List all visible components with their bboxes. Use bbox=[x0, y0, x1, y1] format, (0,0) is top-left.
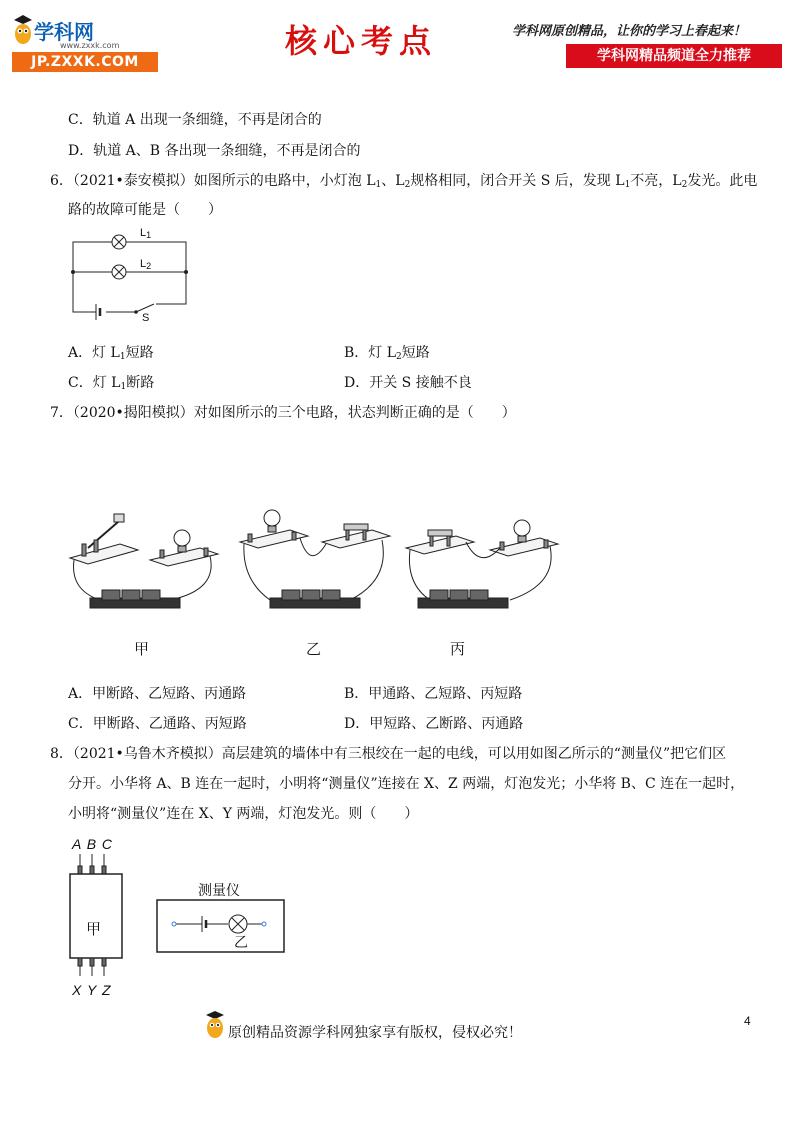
logo-name: 学科网 bbox=[34, 20, 94, 44]
q8-stem-line2: 分开。小华将 A、B 连在一起时，小明将“测量仪”连接在 X、Z 两端，灯泡发光；小华将 B、C 连在一起时， bbox=[68, 776, 745, 792]
q6-stem-line1: 6．（2021•泰安模拟）如图所示的电路中，小灯泡 $L_1$、$L_2$规格相同，闭合开关 S 后，发现 $L_1$不亮，$L_2$发光。此电 bbox=[50, 173, 758, 190]
q8-fig-meter-title: 测量仪 bbox=[198, 883, 240, 899]
q8-fig-bottom-labels: X Y Z bbox=[72, 982, 112, 998]
q5-option-d: D．轨道 A、B 各出现一条细缝，不再是闭合的 bbox=[68, 143, 361, 159]
q6-option-d: D．开关 S 接触不良 bbox=[344, 375, 472, 391]
q8-wire-box-figure bbox=[66, 836, 136, 1001]
q7-caption-bing: 丙 bbox=[450, 640, 466, 658]
q6-option-c: C．灯 $L_1$断路 bbox=[68, 375, 155, 392]
logo-url: JP.ZXXK.COM bbox=[12, 52, 158, 72]
footer-copyright: 原创精品资源学科网独家享有版权，侵权必究！ bbox=[228, 1025, 522, 1041]
q8-meter-figure bbox=[156, 880, 286, 960]
q7-option-d: D．甲短路、乙断路、丙通路 bbox=[344, 716, 524, 732]
owl-mascot-icon bbox=[204, 1010, 226, 1040]
q6-stem-line2: 路的故障可能是（ ） bbox=[68, 202, 222, 218]
page-title: 核心考点 bbox=[285, 22, 438, 60]
q8-fig-meter-label: 乙 bbox=[234, 935, 248, 951]
q8-fig-box-label: 甲 bbox=[86, 920, 102, 938]
q8-stem-line3: 小明将“测量仪”连在 X、Y 两端，灯泡发光。则（ ） bbox=[68, 806, 419, 822]
header-banner: 学科网精品频道全力推荐 bbox=[566, 44, 782, 68]
q8-stem-line1: 8．（2021•乌鲁木齐模拟）高层建筑的墙体中有三根绞在一起的电线，可以用如图乙所示的“测量仪”把它们区 bbox=[50, 746, 727, 762]
q6-option-a: A．灯 $L_1$短路 bbox=[68, 345, 154, 362]
q7-circuits-figure bbox=[60, 500, 580, 658]
page-number: 4 bbox=[744, 1014, 751, 1028]
owl-mascot-icon bbox=[12, 14, 34, 48]
q7-caption-yi: 乙 bbox=[306, 640, 322, 658]
q8-fig-top-labels: A B C bbox=[72, 836, 114, 852]
q6-circuit-figure bbox=[66, 228, 196, 328]
q5-option-c: C．轨道 A 出现一条细缝，不再是闭合的 bbox=[68, 112, 322, 128]
logo-domain: www.zxxk.com bbox=[60, 41, 120, 50]
q7-option-a: A．甲断路、乙短路、丙通路 bbox=[68, 686, 247, 702]
q6-fig-label-l1: $L_1$ bbox=[140, 227, 152, 240]
q7-option-c: C．甲断路、乙通路、丙短路 bbox=[68, 716, 247, 732]
q7-stem: 7．（2020•揭阳模拟）对如图所示的三个电路，状态判断正确的是（ ） bbox=[50, 405, 516, 421]
q7-option-b: B．甲通路、乙短路、丙短路 bbox=[344, 686, 523, 702]
q6-fig-label-l2: $L_2$ bbox=[140, 258, 152, 271]
q6-fig-label-s: S bbox=[142, 312, 150, 324]
q6-option-b: B．灯 $L_2$短路 bbox=[344, 345, 430, 362]
header-slogan: 学科网原创精品，让你的学习上春起来！ bbox=[512, 24, 747, 39]
site-logo bbox=[12, 14, 160, 74]
q7-caption-jia: 甲 bbox=[134, 640, 150, 658]
